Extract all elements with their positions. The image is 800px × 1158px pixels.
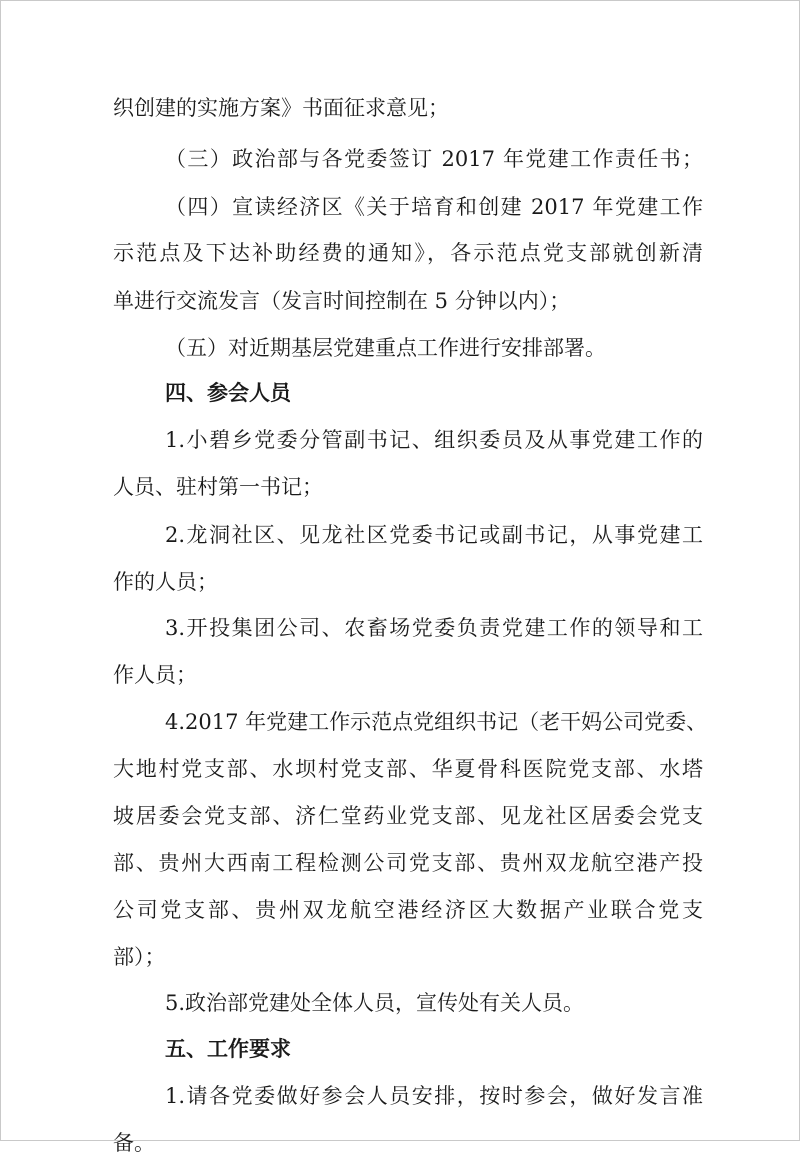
- paragraph-line: 部、贵州大西南工程检测公司党支部、贵州双龙航空港产投: [113, 851, 703, 875]
- paragraph-line: 部）；: [113, 945, 166, 969]
- paragraph-line: 人员、驻村第一书记；: [113, 475, 323, 499]
- section-heading: 四、参会人员: [165, 381, 291, 405]
- paragraph-line: 作的人员；: [113, 570, 218, 594]
- paragraph-line: 5.政治部党建处全体人员，宣传处有关人员。: [165, 991, 585, 1015]
- paragraph-line: 示范点及下达补助经费的通知》，各示范点党支部就创新清: [113, 241, 703, 265]
- paragraph-line: 织创建的实施方案》书面征求意见；: [113, 96, 449, 120]
- section-heading: 五、工作要求: [165, 1037, 291, 1061]
- paragraph-line: 1.小碧乡党委分管副书记、组织委员及从事党建工作的: [165, 428, 703, 452]
- paragraph-line: 大地村党支部、水坝村党支部、华夏骨科医院党支部、水塔: [113, 757, 703, 781]
- paragraph-line: 单进行交流发言（发言时间控制在 5 分钟以内）；: [113, 289, 571, 313]
- paragraph-line: 3.开投集团公司、农畜场党委负责党建工作的领导和工: [165, 616, 703, 640]
- paragraph-line: 2.龙洞社区、见龙社区党委书记或副书记，从事党建工: [165, 523, 703, 547]
- paragraph-line: 1.请各党委做好参会人员安排，按时参会，做好发言准: [165, 1084, 703, 1108]
- paragraph-line: 坡居委会党支部、济仁堂药业党支部、见龙社区居委会党支: [113, 804, 703, 828]
- paragraph-line: 公司党支部、贵州双龙航空港经济区大数据产业联合党支: [113, 898, 703, 922]
- paragraph-line: （三）政治部与各党委签订 2017 年党建工作责任书；: [165, 147, 703, 171]
- paragraph-line: 备。: [113, 1131, 155, 1155]
- paragraph-line: （四）宣读经济区《关于培育和创建 2017 年党建工作: [165, 195, 703, 219]
- paragraph-line: （五）对近期基层党建重点工作进行安排部署。: [165, 336, 606, 360]
- paragraph-line: 作人员；: [113, 663, 197, 687]
- paragraph-line: 4.2017 年党建工作示范点党组织书记（老干妈公司党委、: [165, 710, 708, 734]
